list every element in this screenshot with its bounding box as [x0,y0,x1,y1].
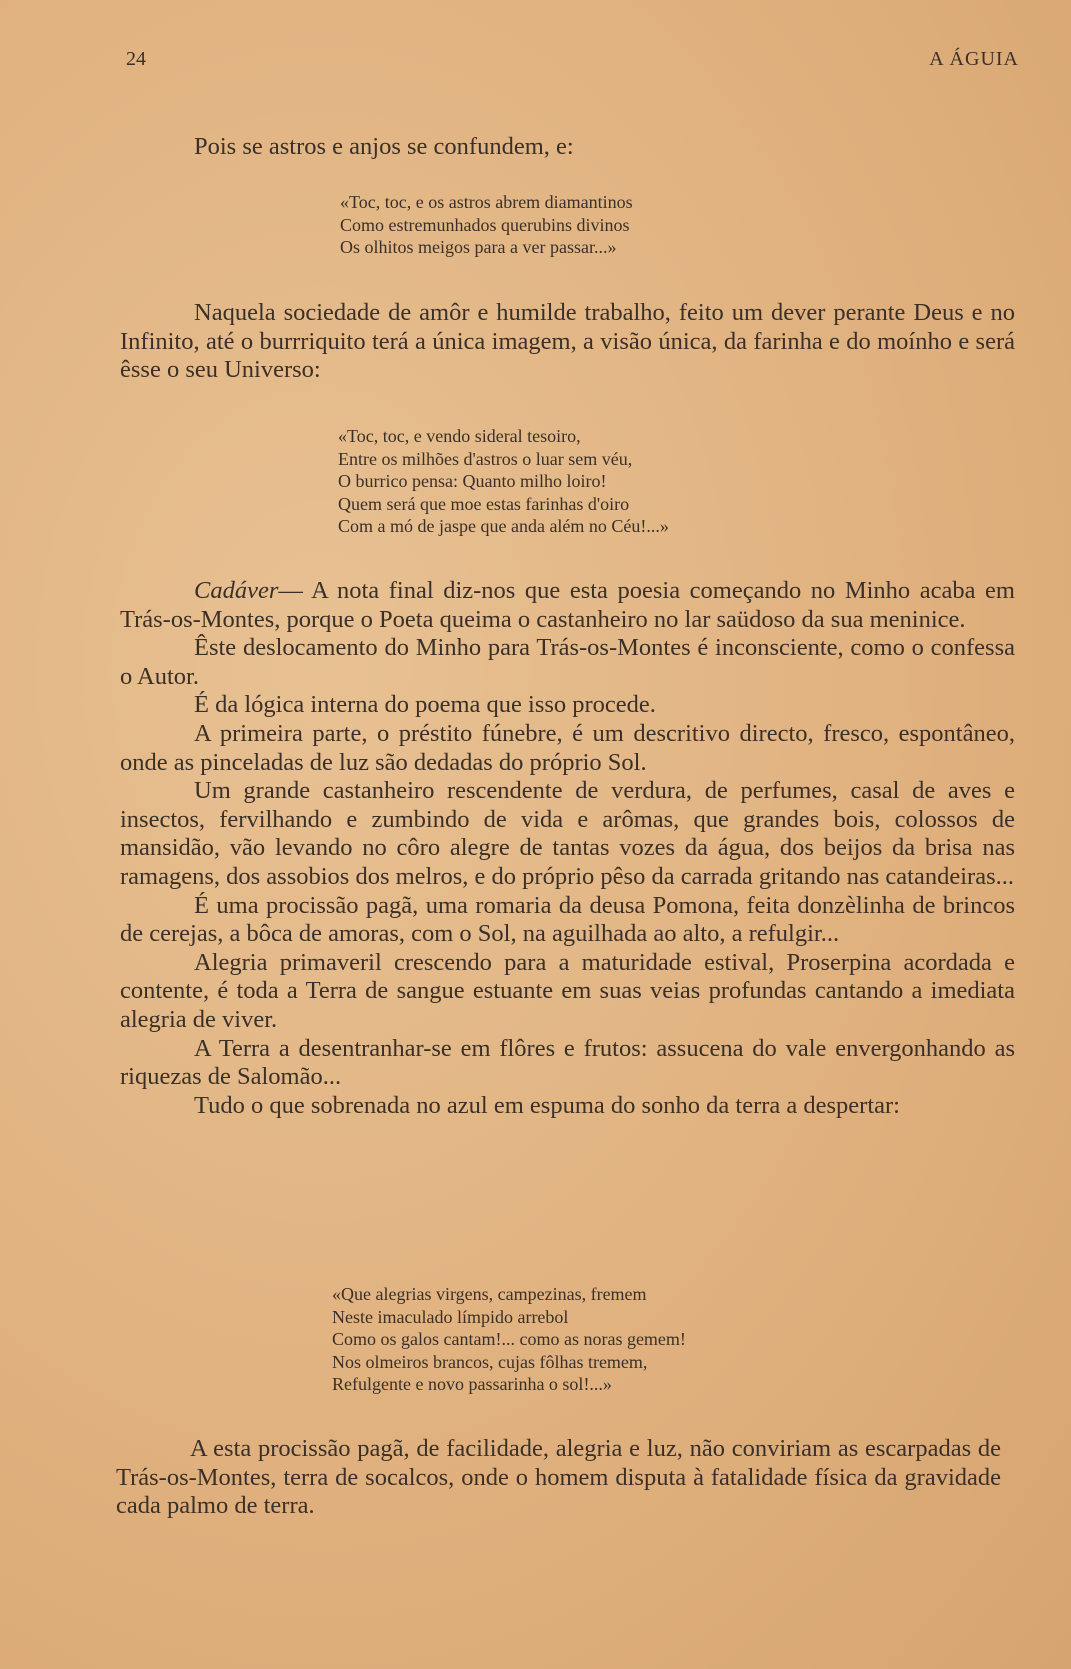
paragraph: Cadáver— A nota final diz-nos que esta poesia começando no Minho acaba em Trás-os-Montes, porque o Poeta queima o castanheiro no lar saüdoso da sua meninice. [120,577,1015,633]
verse-quote [340,191,633,259]
paragraph: É uma procissão pagã, uma romaria da deusa Pomona, feita donzèlinha de brincos de cerejas, a bôca de amoras, com o Sol, na aguilhada ao alto, a refulgir... [120,891,1015,948]
verse-line: «Toc, toc, e os astros abrem diamantinos [340,192,633,212]
paragraph: Alegria primaveril crescendo para a maturidade estival, Proserpina acordada e contente, é toda a Terra de sangue estuante em suas veias profundas cantando a imediata alegria de viver. [120,948,1015,1033]
paragraph: É da lógica interna do poema que isso procede. [194,691,656,719]
section-title: Cadáver [194,577,279,604]
page-header [126,48,1019,78]
body-text [120,577,1015,1120]
verse-line: O burrico pensa: Quanto milho loiro! [338,471,607,491]
verse-line: «Que alegrias virgens, campezinas, fremem [332,1284,647,1304]
verse-line: Com a mó de jaspe que anda além no Céu!...» [338,516,669,536]
paragraph: A esta procissão pagã, de facilidade, alegria e luz, não conviriam as escarpadas de Trás-os-Montes, terra de socalcos, onde o homem disputa à fatalidade física da gravidade cada palmo de terra. [116,1435,1001,1520]
verse-line: «Toc, toc, e vendo sideral tesoiro, [338,426,581,446]
verse-line: Como estremunhados querubins divinos [340,214,630,235]
running-title: A ÁGUIA [929,48,1019,70]
paragraph: Naquela sociedade de amôr e humilde trabalho, feito um dever perante Deus e no Infinito, até o burrriquito terá a única imagem, a visão única, da farinha e do moínho e será êsse o seu Universo: [120,299,1015,384]
verse-quote [338,425,669,538]
verse-line: Como os galos cantam!... como as noras gemem! [332,1329,686,1349]
verse-line: Os olhitos meigos para a ver passar...» [340,237,617,257]
paragraph: A primeira parte, o préstito fúnebre, é um descritivo directo, fresco, espontâneo, onde as pinceladas de luz são dedadas do próprio Sol. [120,719,1015,776]
verse-line: Refulgente e novo passarinha o sol!...» [332,1374,612,1394]
verse-quote [332,1283,686,1396]
verse-line: Entre os milhões d'astros o luar sem véu, [338,448,633,469]
verse-line: Neste imaculado límpido arrebol [332,1306,569,1327]
page-number: 24 [126,48,146,70]
paragraph: A Terra a desentranhar-se em flôres e frutos: assucena do vale envergonhando as riquezas de Salomão... [120,1034,1015,1091]
verse-line: Quem será que moe estas farinhas d'oiro [338,493,630,514]
paragraph: Tudo o que sobrenada no azul em espuma do sonho da terra a despertar: [194,1091,900,1119]
paragraph: Pois se astros e anjos se confundem, e: [194,133,574,160]
paragraph: Um grande castanheiro rescendente de verdura, de perfumes, casal de aves e insectos, fervilhando e zumbindo de vida e arômas, que grandes bois, colossos de mansidão, vão levando no côro alegre de tantas vozes da água, dos beijos da brisa nas ramagens, dos assobios dos melros, e do próprio pêso da carrada gritando nas catandeiras... [120,777,1015,890]
paragraph: Êste deslocamento do Minho para Trás-os-Montes é inconsciente, como o confessa o Autor. [120,634,1015,690]
verse-line: Nos olmeiros brancos, cujas fôlhas tremem, [332,1351,648,1372]
